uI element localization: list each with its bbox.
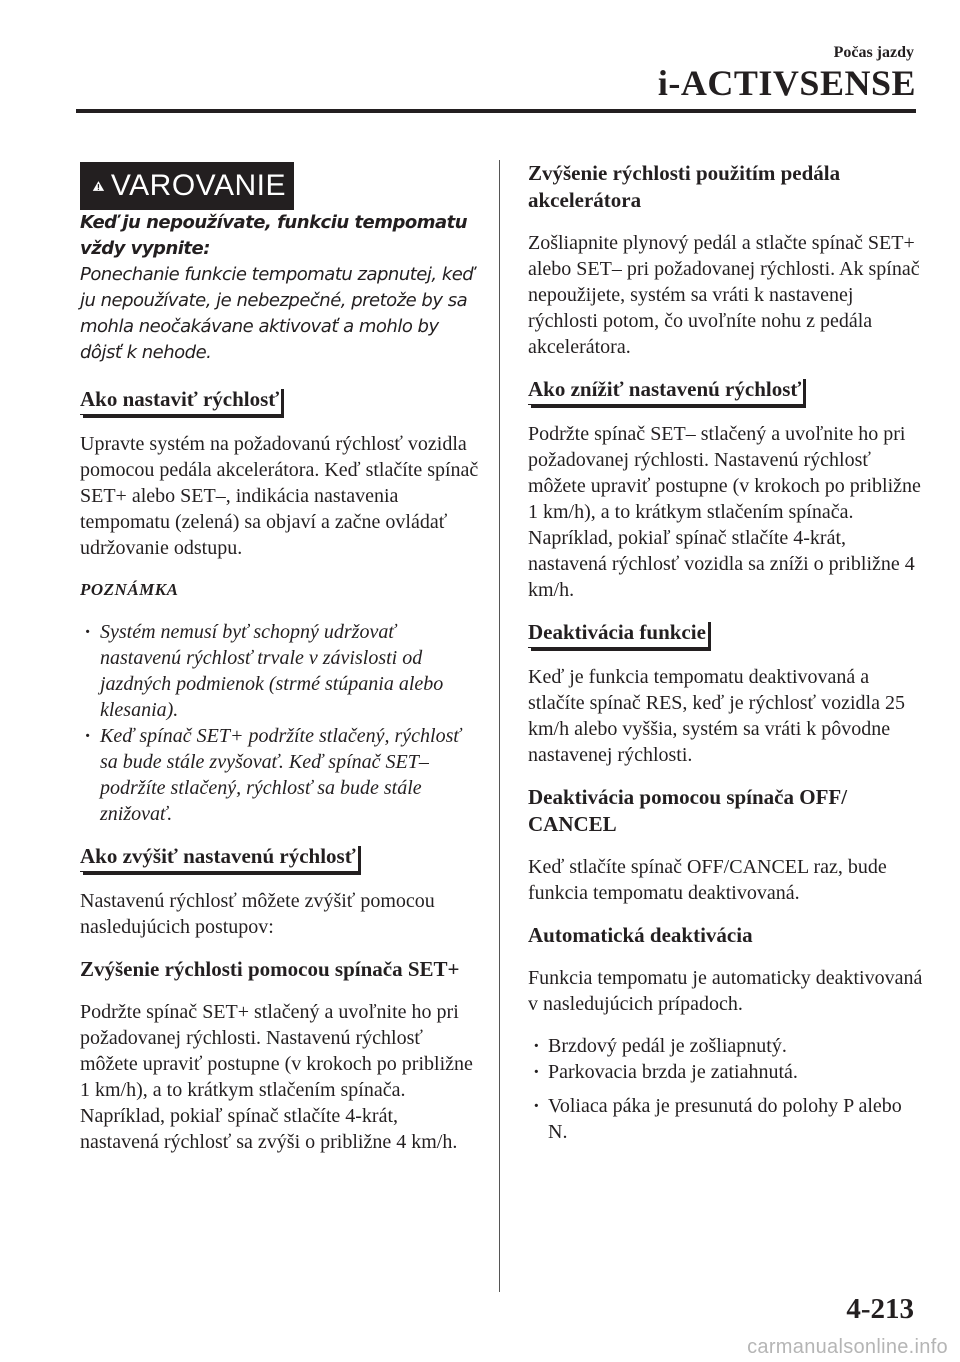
left-column <box>80 160 480 1155</box>
warning-title: Keď ju nepoužívate, funkciu tempomatu vždy vypnite: <box>80 212 468 259</box>
note-item-2: · Keď spínač SET+ podržíte stlačený, rýchlosť sa bude stále zvyšovať. Keď spínač SET– podržíte stlačený, rýchlosť sa bude stále znižovať. <box>80 723 480 827</box>
subheading-pedal-increase: Zvýšenie rýchlosti použitím pedála akcelerátora <box>528 161 841 212</box>
paragraph-increase-speed: Nastavenú rýchlosť môžete zvýšiť pomocou nasledujúcich postupov: <box>80 890 435 938</box>
paragraph-auto-deactivation: Funkcia tempomatu je automaticky deaktivovaná v nasledujúcich prípadoch. <box>528 967 923 1015</box>
warning-body: Ponechanie funkcie tempomatu zapnutej, keď ju nepoužívate, je nebezpečné, pretože by sa mohla neočakávane aktivovať a mohlo by dôjsť k nehode. <box>80 264 474 363</box>
warning-banner <box>80 162 294 210</box>
page-number: 4-213 <box>846 1293 914 1325</box>
right-column <box>528 160 923 1145</box>
subheading-switch-increase: Zvýšenie rýchlosti pomocou spínača SET+ <box>80 957 460 981</box>
warning-triangle-icon <box>92 171 105 201</box>
list-item: · Voliaca páka je presunutá do polohy P alebo N. <box>528 1093 923 1145</box>
paragraph-off-cancel: Keď stlačíte spínač OFF/CANCEL raz, bude funkcia tempomatu deaktivovaná. <box>528 856 887 904</box>
heading-set-speed: Ako nastaviť rýchlosť <box>80 386 281 415</box>
heading-deactivation: Deaktivácia funkcie <box>528 619 708 648</box>
column-divider <box>499 160 500 1292</box>
note-item-1: · Systém nemusí byť schopný udržovať nastavenú rýchlosť trvale v závislosti od jazdných podmienok (strmé stúpania alebo klesania). <box>80 619 480 723</box>
heading-decrease-speed: Ako znížiť nastavenú rýchlosť <box>528 376 803 405</box>
paragraph-switch-increase: Podržte spínač SET+ stlačený a uvoľnite ho pri požadovanej rýchlosti. Nastavenú rýchlosť môžete upraviť postupne (v krokoch po približne 1 km/h), a to krátkym stlačením spínača. Napríklad, pokiaľ spínač stlačíte 4-krát, nastavená rýchlosť sa zvýši o približne 4 km/h. <box>80 1001 473 1153</box>
paragraph-decrease-speed: Podržte spínač SET– stlačený a uvoľnite ho pri požadovanej rýchlosti. Nastavenú rýchlosť môžete upraviť postupne (v krokoch po približne 1 km/h), a to krátkym stlačením spínača. Napríklad, pokiaľ spínač stlačíte 4-krát, nastavená rýchlosť vozidla sa zníži o približne 4 km/h. <box>528 423 921 601</box>
list-item: · Parkovacia brzda je zatiahnutá. <box>528 1059 923 1085</box>
paragraph-deactivation: Keď je funkcia tempomatu deaktivovaná a stlačíte spínač RES, keď je rýchlosť vozidla 25 km/h alebo vyššia, systém sa vráti k pôvodne nastavenej rýchlosti. <box>528 666 905 766</box>
subheading-off-cancel: Deaktivácia pomocou spínača OFF/ CANCEL <box>528 785 848 836</box>
header-section-title: Počas jazdy <box>833 44 914 61</box>
watermark: carmanualsonline.info <box>747 1336 948 1358</box>
header-chapter-title: i-ACTIVSENSE <box>657 63 916 103</box>
header-rule <box>76 109 916 113</box>
paragraph-set-speed: Upravte systém na požadovanú rýchlosť vozidla pomocou pedála akcelerátora. Keď stlačíte spínač SET+ alebo SET–, indikácia nastavenia tempomatu (zelená) sa objaví a začne ovládať udržovanie odstupu. <box>80 433 479 559</box>
list-item: · Brzdový pedál je zošliapnutý. <box>528 1033 923 1059</box>
subheading-auto-deactivation: Automatická deaktivácia <box>528 923 753 947</box>
warning-label: VAROVANIE <box>110 169 286 202</box>
heading-increase-speed: Ako zvýšiť nastavenú rýchlosť <box>80 843 358 872</box>
note-title: POZNÁMKA <box>80 580 179 599</box>
paragraph-pedal-increase: Zošliapnite plynový pedál a stlačte spínač SET+ alebo SET– pri požadovanej rýchlosti. Ak spínač nepoužijete, systém sa vráti k nastavenej rýchlosti potom, čo uvoľníte nohu z pedála akcelerátora. <box>528 232 920 358</box>
